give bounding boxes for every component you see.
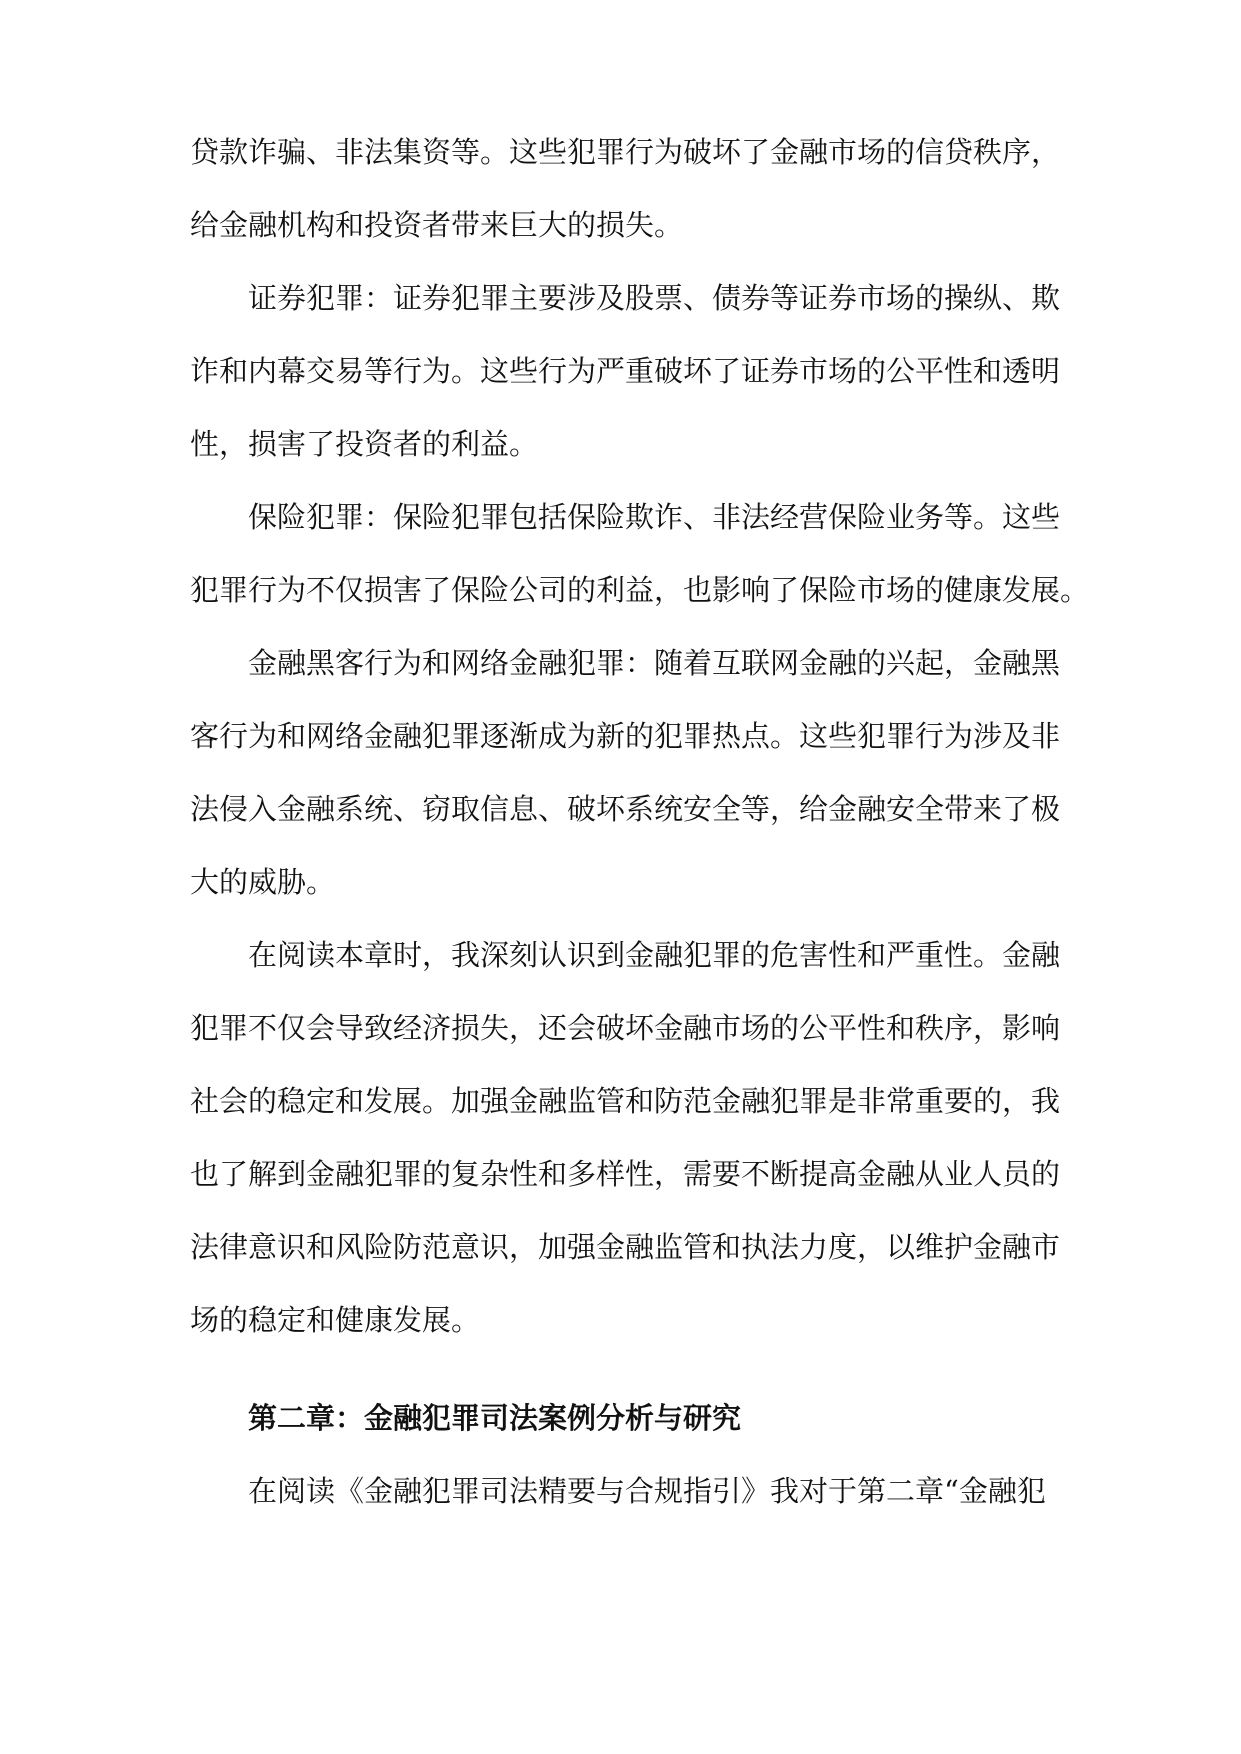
text-line-1: 贷款诈骗、非法集资等。这些犯罪行为破坏了金融市场的信贷秩序， [190, 135, 1061, 169]
text-line-5: 性，损害了投资者的利益。 [190, 427, 539, 461]
text-line-11: 大的威胁。 [190, 865, 336, 899]
paragraph-securities-start: 证券犯罪：证券犯罪主要涉及股票、债券等证券市场的操纵、欺 [248, 281, 1061, 315]
text-line-7: 犯罪行为不仅损害了保险公司的利益，也影响了保险市场的健康发展。 [190, 573, 1090, 607]
chapter-two-heading: 第二章：金融犯罪司法案例分析与研究 [248, 1401, 742, 1435]
text-line-10: 法侵入金融系统、窃取信息、破坏系统安全等，给金融安全带来了极 [190, 792, 1061, 826]
text-line-14: 社会的稳定和发展。加强金融监管和防范金融犯罪是非常重要的，我 [190, 1084, 1061, 1118]
text-line-4: 诈和内幕交易等行为。这些行为严重破坏了证券市场的公平性和透明 [190, 354, 1061, 388]
text-line-15: 也了解到金融犯罪的复杂性和多样性，需要不断提高金融从业人员的 [190, 1157, 1061, 1191]
text-line-9: 客行为和网络金融犯罪逐渐成为新的犯罪热点。这些犯罪行为涉及非 [190, 719, 1061, 753]
paragraph-insurance-start: 保险犯罪：保险犯罪包括保险欺诈、非法经营保险业务等。这些 [248, 500, 1061, 534]
paragraph-hacking-start: 金融黑客行为和网络金融犯罪：随着互联网金融的兴起，金融黑 [248, 646, 1061, 680]
paragraph-chapter-two-start: 在阅读《金融犯罪司法精要与合规指引》我对于第二章“金融犯 [248, 1474, 1046, 1508]
text-line-17: 场的稳定和健康发展。 [190, 1303, 481, 1337]
text-line-13: 犯罪不仅会导致经济损失，还会破坏金融市场的公平性和秩序，影响 [190, 1011, 1061, 1045]
text-line-16: 法律意识和风险防范意识，加强金融监管和执法力度，以维护金融市 [190, 1230, 1061, 1264]
text-line-2: 给金融机构和投资者带来巨大的损失。 [190, 208, 684, 242]
paragraph-reflection-start: 在阅读本章时，我深刻认识到金融犯罪的危害性和严重性。金融 [248, 938, 1061, 972]
